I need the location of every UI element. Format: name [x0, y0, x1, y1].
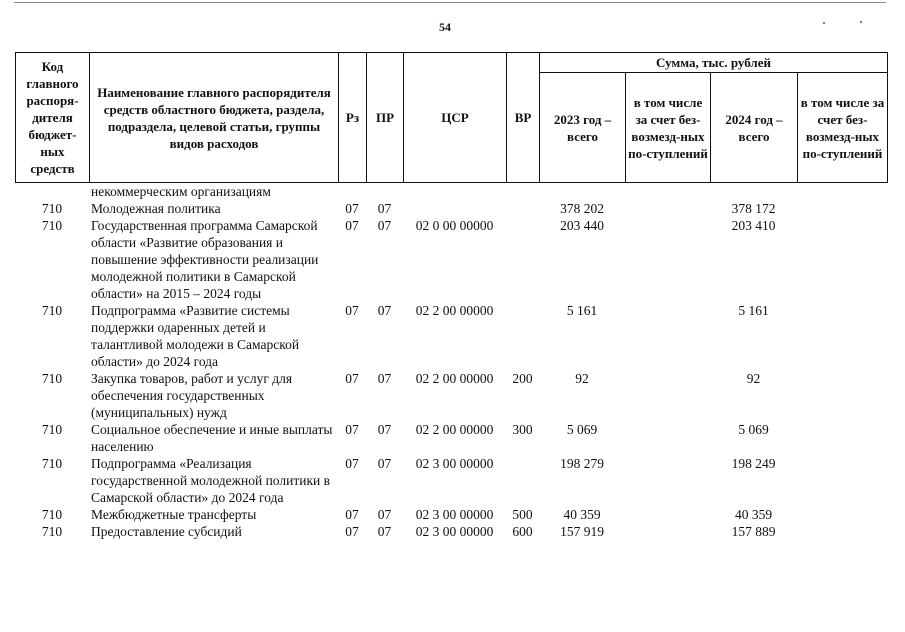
row-code: 710 [41, 201, 63, 216]
row-name: Предоставление субсидий [91, 524, 242, 539]
row-free-2023 [625, 370, 710, 421]
row-free-2024 [797, 370, 887, 421]
table-row [15, 455, 887, 506]
table-row [15, 370, 887, 421]
row-rz: 07 [345, 524, 359, 539]
row-free-2023 [625, 506, 710, 523]
row-free-2024 [797, 523, 887, 540]
header-csr: ЦСР [404, 53, 507, 183]
row-rz [338, 183, 366, 200]
row-free-2024 [797, 455, 887, 506]
row-vr [506, 217, 539, 302]
row-name: Закупка товаров, работ и услуг для обеспечения государственных (муниципальных) нужд [91, 371, 293, 420]
row-sum-2023: 157 919 [560, 524, 604, 539]
row-vr: 200 [512, 371, 533, 386]
row-sum-2023: 378 202 [560, 201, 604, 216]
row-pr: 07 [377, 218, 392, 233]
table-body [15, 183, 887, 540]
row-code: 710 [41, 371, 63, 386]
table-row [15, 421, 887, 455]
row-vr [506, 302, 539, 370]
row-csr [403, 183, 506, 200]
header-sum-group: Сумма, тыс. рублей [540, 53, 888, 73]
table-row [15, 523, 887, 540]
table-row [15, 217, 887, 302]
row-sum-2023: 198 279 [560, 456, 604, 471]
row-sum-2023: 92 [575, 371, 589, 386]
row-code: 710 [41, 456, 63, 471]
table-row [15, 200, 887, 217]
row-sum-2023: 40 359 [563, 507, 601, 522]
row-free-2023 [625, 523, 710, 540]
row-pr: 07 [377, 507, 392, 522]
row-rz: 07 [345, 303, 359, 318]
row-pr: 07 [377, 371, 392, 386]
row-sum-2023: 5 069 [566, 422, 598, 437]
row-free-2023 [625, 217, 710, 302]
row-vr [506, 455, 539, 506]
row-free-2024 [797, 183, 887, 200]
row-sum-2024: 40 359 [734, 507, 773, 522]
row-name: Подпрограмма «Реализация государственной молодежной политики в Самарской области» до 2024 года [91, 456, 330, 505]
row-rz: 07 [345, 201, 359, 216]
row-sum-2023 [539, 183, 625, 200]
row-pr [366, 183, 403, 200]
row-rz: 07 [345, 371, 359, 386]
header-pr: ПР [367, 53, 404, 183]
row-sum-2024: 203 410 [731, 218, 776, 233]
row-sum-2024: 157 889 [731, 524, 776, 539]
row-free-2023 [625, 421, 710, 455]
row-sum-2023: 203 440 [560, 218, 604, 233]
row-vr: 500 [512, 507, 533, 522]
table-row [15, 183, 887, 200]
row-pr: 07 [377, 303, 392, 318]
row-code [15, 183, 89, 200]
row-sum-2024 [710, 183, 797, 200]
row-rz: 07 [345, 507, 359, 522]
scan-speck [823, 22, 825, 24]
row-name: некоммерческим организациям [91, 184, 271, 199]
row-csr [403, 200, 506, 217]
row-csr: 02 3 00 00000 [415, 507, 494, 522]
row-name: Межбюджетные трансферты [91, 507, 257, 522]
row-name: Социальное обеспечение и иные выплаты населению [91, 422, 333, 454]
row-sum-2024: 378 172 [731, 201, 776, 216]
header-code: Код главного распоря-дителя бюджет-ных средств [16, 53, 90, 183]
page-top-rule [14, 2, 886, 3]
row-free-2023 [625, 183, 710, 200]
row-sum-2024: 5 069 [738, 422, 769, 437]
row-csr: 02 3 00 00000 [415, 524, 494, 539]
row-name: Молодежная политика [91, 201, 221, 216]
row-rz: 07 [345, 422, 359, 437]
row-name: Государственная программа Самарской области «Развитие образования и повышение эффективности реализации молодежной политики в Самарской области» на 2015 – 2024 годы [91, 218, 319, 301]
row-code: 710 [41, 218, 63, 233]
row-sum-2024: 5 161 [738, 303, 769, 318]
row-free-2023 [625, 455, 710, 506]
row-code: 710 [41, 422, 63, 437]
row-rz: 07 [345, 456, 359, 471]
row-free-2023 [625, 200, 710, 217]
header-2024-free: в том числе за счет без-возмезд-ных по-ступлений [798, 73, 888, 183]
header-vr: ВР [507, 53, 540, 183]
row-csr: 02 3 00 00000 [415, 456, 494, 471]
row-pr: 07 [377, 201, 392, 216]
row-sum-2024: 92 [746, 371, 761, 386]
row-csr: 02 2 00 00000 [415, 371, 494, 386]
header-2023-total: 2023 год – всего [540, 73, 626, 183]
row-pr: 07 [377, 524, 392, 539]
scan-speck [860, 21, 862, 23]
row-vr [506, 200, 539, 217]
header-rz: Рз [339, 53, 367, 183]
row-code: 710 [41, 303, 63, 318]
row-sum-2024: 198 249 [731, 456, 776, 471]
table-row [15, 302, 887, 370]
row-free-2023 [625, 302, 710, 370]
header-2023-free: в том числе за счет без-возмезд-ных по-ступлений [626, 73, 711, 183]
table-row [15, 506, 887, 523]
row-vr: 600 [512, 524, 533, 539]
row-rz: 07 [345, 218, 359, 233]
row-free-2024 [797, 506, 887, 523]
row-free-2024 [797, 302, 887, 370]
header-name: Наименование главного распорядителя средств областного бюджета, раздела, подраздела, целевой статьи, группы видов расходов [90, 53, 339, 183]
row-pr: 07 [377, 456, 392, 471]
row-pr: 07 [377, 422, 392, 437]
row-sum-2023: 5 161 [566, 303, 598, 318]
header-2024-total: 2024 год – всего [711, 73, 798, 183]
row-csr: 02 2 00 00000 [415, 303, 494, 318]
row-csr: 02 2 00 00000 [415, 422, 494, 437]
row-vr [506, 183, 539, 200]
row-vr: 300 [512, 422, 533, 437]
page-number: 54 [439, 20, 451, 34]
row-free-2024 [797, 200, 887, 217]
row-free-2024 [797, 217, 887, 302]
row-free-2024 [797, 421, 887, 455]
row-name: Подпрограмма «Развитие системы поддержки одаренных детей и талантливой молодежи в Самарской области» до 2024 года [91, 303, 300, 369]
row-code: 710 [41, 524, 63, 539]
row-code: 710 [41, 507, 63, 522]
row-csr: 02 0 00 00000 [415, 218, 494, 233]
table-header [15, 52, 888, 183]
